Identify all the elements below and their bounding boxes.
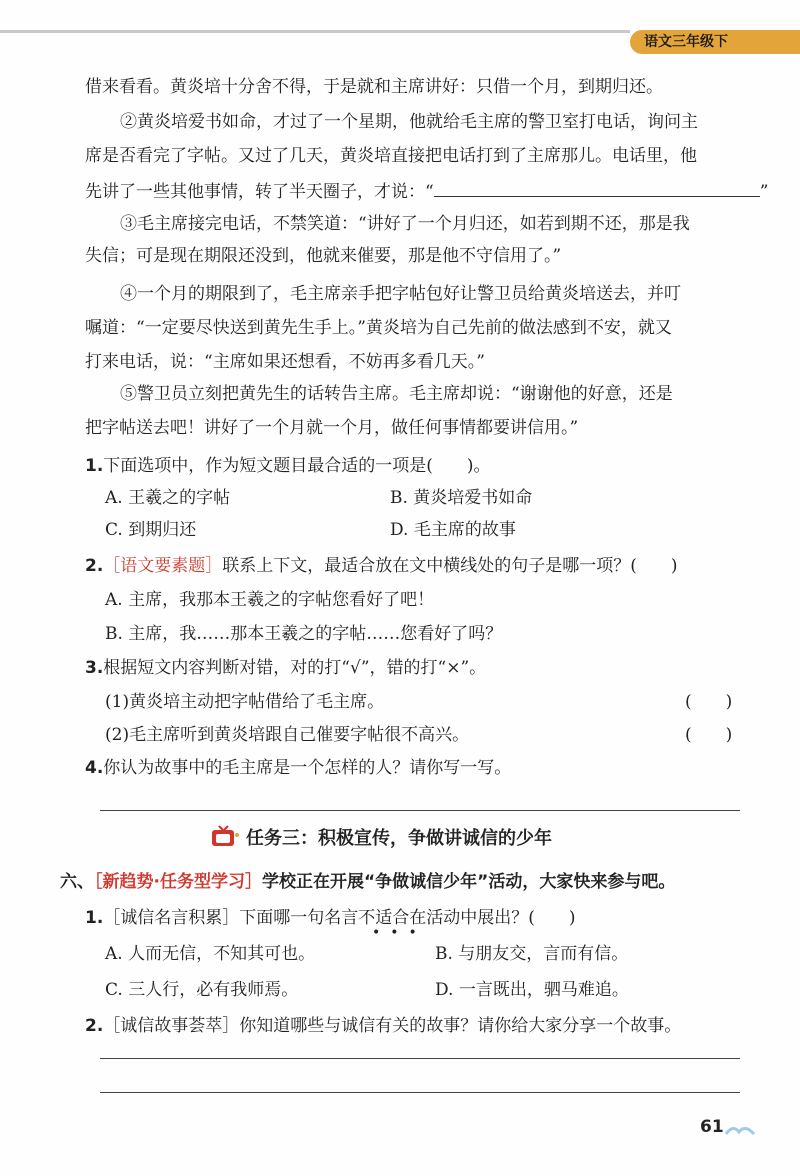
- option-b[interactable]: B. 主席，我……那本王羲之的字帖……您看好了吗？: [105, 624, 503, 644]
- answer-line[interactable]: [100, 1058, 740, 1059]
- passage-line: ⑤警卫员立刻把黄先生的话转告主席。毛主席却说：“谢谢他的好意，还是: [120, 384, 673, 404]
- emphasis-dots: •••: [372, 925, 427, 941]
- judge-item-1: (1)黄炎培主动把字帖借给了毛主席。: [105, 692, 385, 712]
- passage-line-with-blank: 先讲了一些其他事情，转了半天圈子，才说：“ ”: [85, 178, 768, 204]
- passage-line: ②黄炎培爱书如命，才过了一个星期，他就给毛主席的警卫室打电话，询问主: [120, 112, 698, 132]
- option-a[interactable]: A. 主席，我那本王羲之的字帖您看好了吧！: [105, 590, 435, 610]
- question-4: 4.你认为故事中的毛主席是一个怎样的人？请你写一写。: [85, 758, 512, 778]
- option-d[interactable]: D. 毛主席的故事: [390, 520, 516, 540]
- header-divider: [0, 30, 630, 33]
- grade-tag: 语文三年级下: [630, 30, 800, 54]
- passage-line: 嘱道：“一定要尽快送到黄先生手上。”黄炎培为自己先前的做法感到不安，就又: [85, 318, 672, 338]
- option-c[interactable]: C. 三人行，必有我师焉。: [105, 980, 299, 1000]
- s6-question-1: 1.［诚信名言积累］下面哪一句名言不适合在活动中展出？( ): [85, 908, 576, 928]
- passage-line: 打来电话，说：“主席如果还想看，不妨再多看几天。”: [85, 352, 485, 372]
- section-tag: ［新趋势·任务型学习］: [94, 872, 262, 892]
- passage-line: 借来看看。黄炎培十分舍不得，于是就和主席讲好：只借一个月，到期归还。: [85, 77, 663, 97]
- answer-blank[interactable]: [434, 178, 760, 197]
- option-a[interactable]: A. 王羲之的字帖: [105, 488, 231, 508]
- question-tag: ［语文要素题］: [103, 556, 223, 576]
- option-a[interactable]: A. 人而无信，不知其可也。: [105, 944, 316, 964]
- wave-icon: [725, 1122, 755, 1136]
- answer-line[interactable]: [100, 810, 740, 811]
- passage-line: 把字帖送去吧！讲好了一个月就一个月，做任何事情都要讲信用。”: [85, 418, 579, 438]
- passage-line: 失信；可是现在期限还没到，他就来催要，那是他不守信用了。”: [85, 246, 562, 266]
- judge-item-2: (2)毛主席听到黄炎培跟自己催要字帖很不高兴。: [105, 725, 470, 745]
- s6-question-2: 2.［诚信故事荟萃］你知道哪些与诚信有关的故事？请你给大家分享一个故事。: [85, 1016, 682, 1036]
- passage-line: ③毛主席接完电话，不禁笑道：“讲好了一个月归还，如若到期不还，那是我: [120, 214, 690, 234]
- question-tag: ［诚信名言积累］: [103, 908, 240, 928]
- option-b[interactable]: B. 与朋友交，言而有信。: [435, 944, 629, 964]
- page-number: 61: [700, 1117, 724, 1137]
- question-2: 2.［语文要素题］联系上下文，最适合放在文中横线处的句子是哪一项？( ): [85, 556, 678, 576]
- answer-paren[interactable]: ( ): [685, 692, 733, 712]
- answer-paren[interactable]: ( ): [685, 725, 733, 745]
- answer-line[interactable]: [100, 1092, 740, 1093]
- question-tag: ［诚信故事荟萃］: [103, 1016, 240, 1036]
- question-3: 3.根据短文内容判断对错，对的打“√”，错的打“×”。: [85, 658, 487, 678]
- option-b[interactable]: B. 黄炎培爱书如命: [390, 488, 533, 508]
- passage-line: 席是否看完了字帖。又过了几天，黄炎培直接把电话打到了主席那儿。电话里，他: [85, 146, 697, 166]
- passage-line: ④一个月的期限到了，毛主席亲手把字帖包好让警卫员给黄炎培送去，并叮: [120, 284, 681, 304]
- section-6-heading: 六、［新趋势·任务型学习］学校正在开展“争做诚信少年”活动，大家快来参与吧。: [60, 872, 676, 892]
- task-banner: [210, 822, 552, 852]
- question-1: 1.下面选项中，作为短文题目最合适的一项是( )。: [85, 456, 491, 476]
- task-title: 任务三：积极宣传，争做讲诚信的少年: [246, 828, 552, 849]
- option-c[interactable]: C. 到期归还: [105, 520, 197, 540]
- option-d[interactable]: D. 一言既出，驷马难追。: [435, 980, 629, 1000]
- tv-icon: [210, 825, 240, 849]
